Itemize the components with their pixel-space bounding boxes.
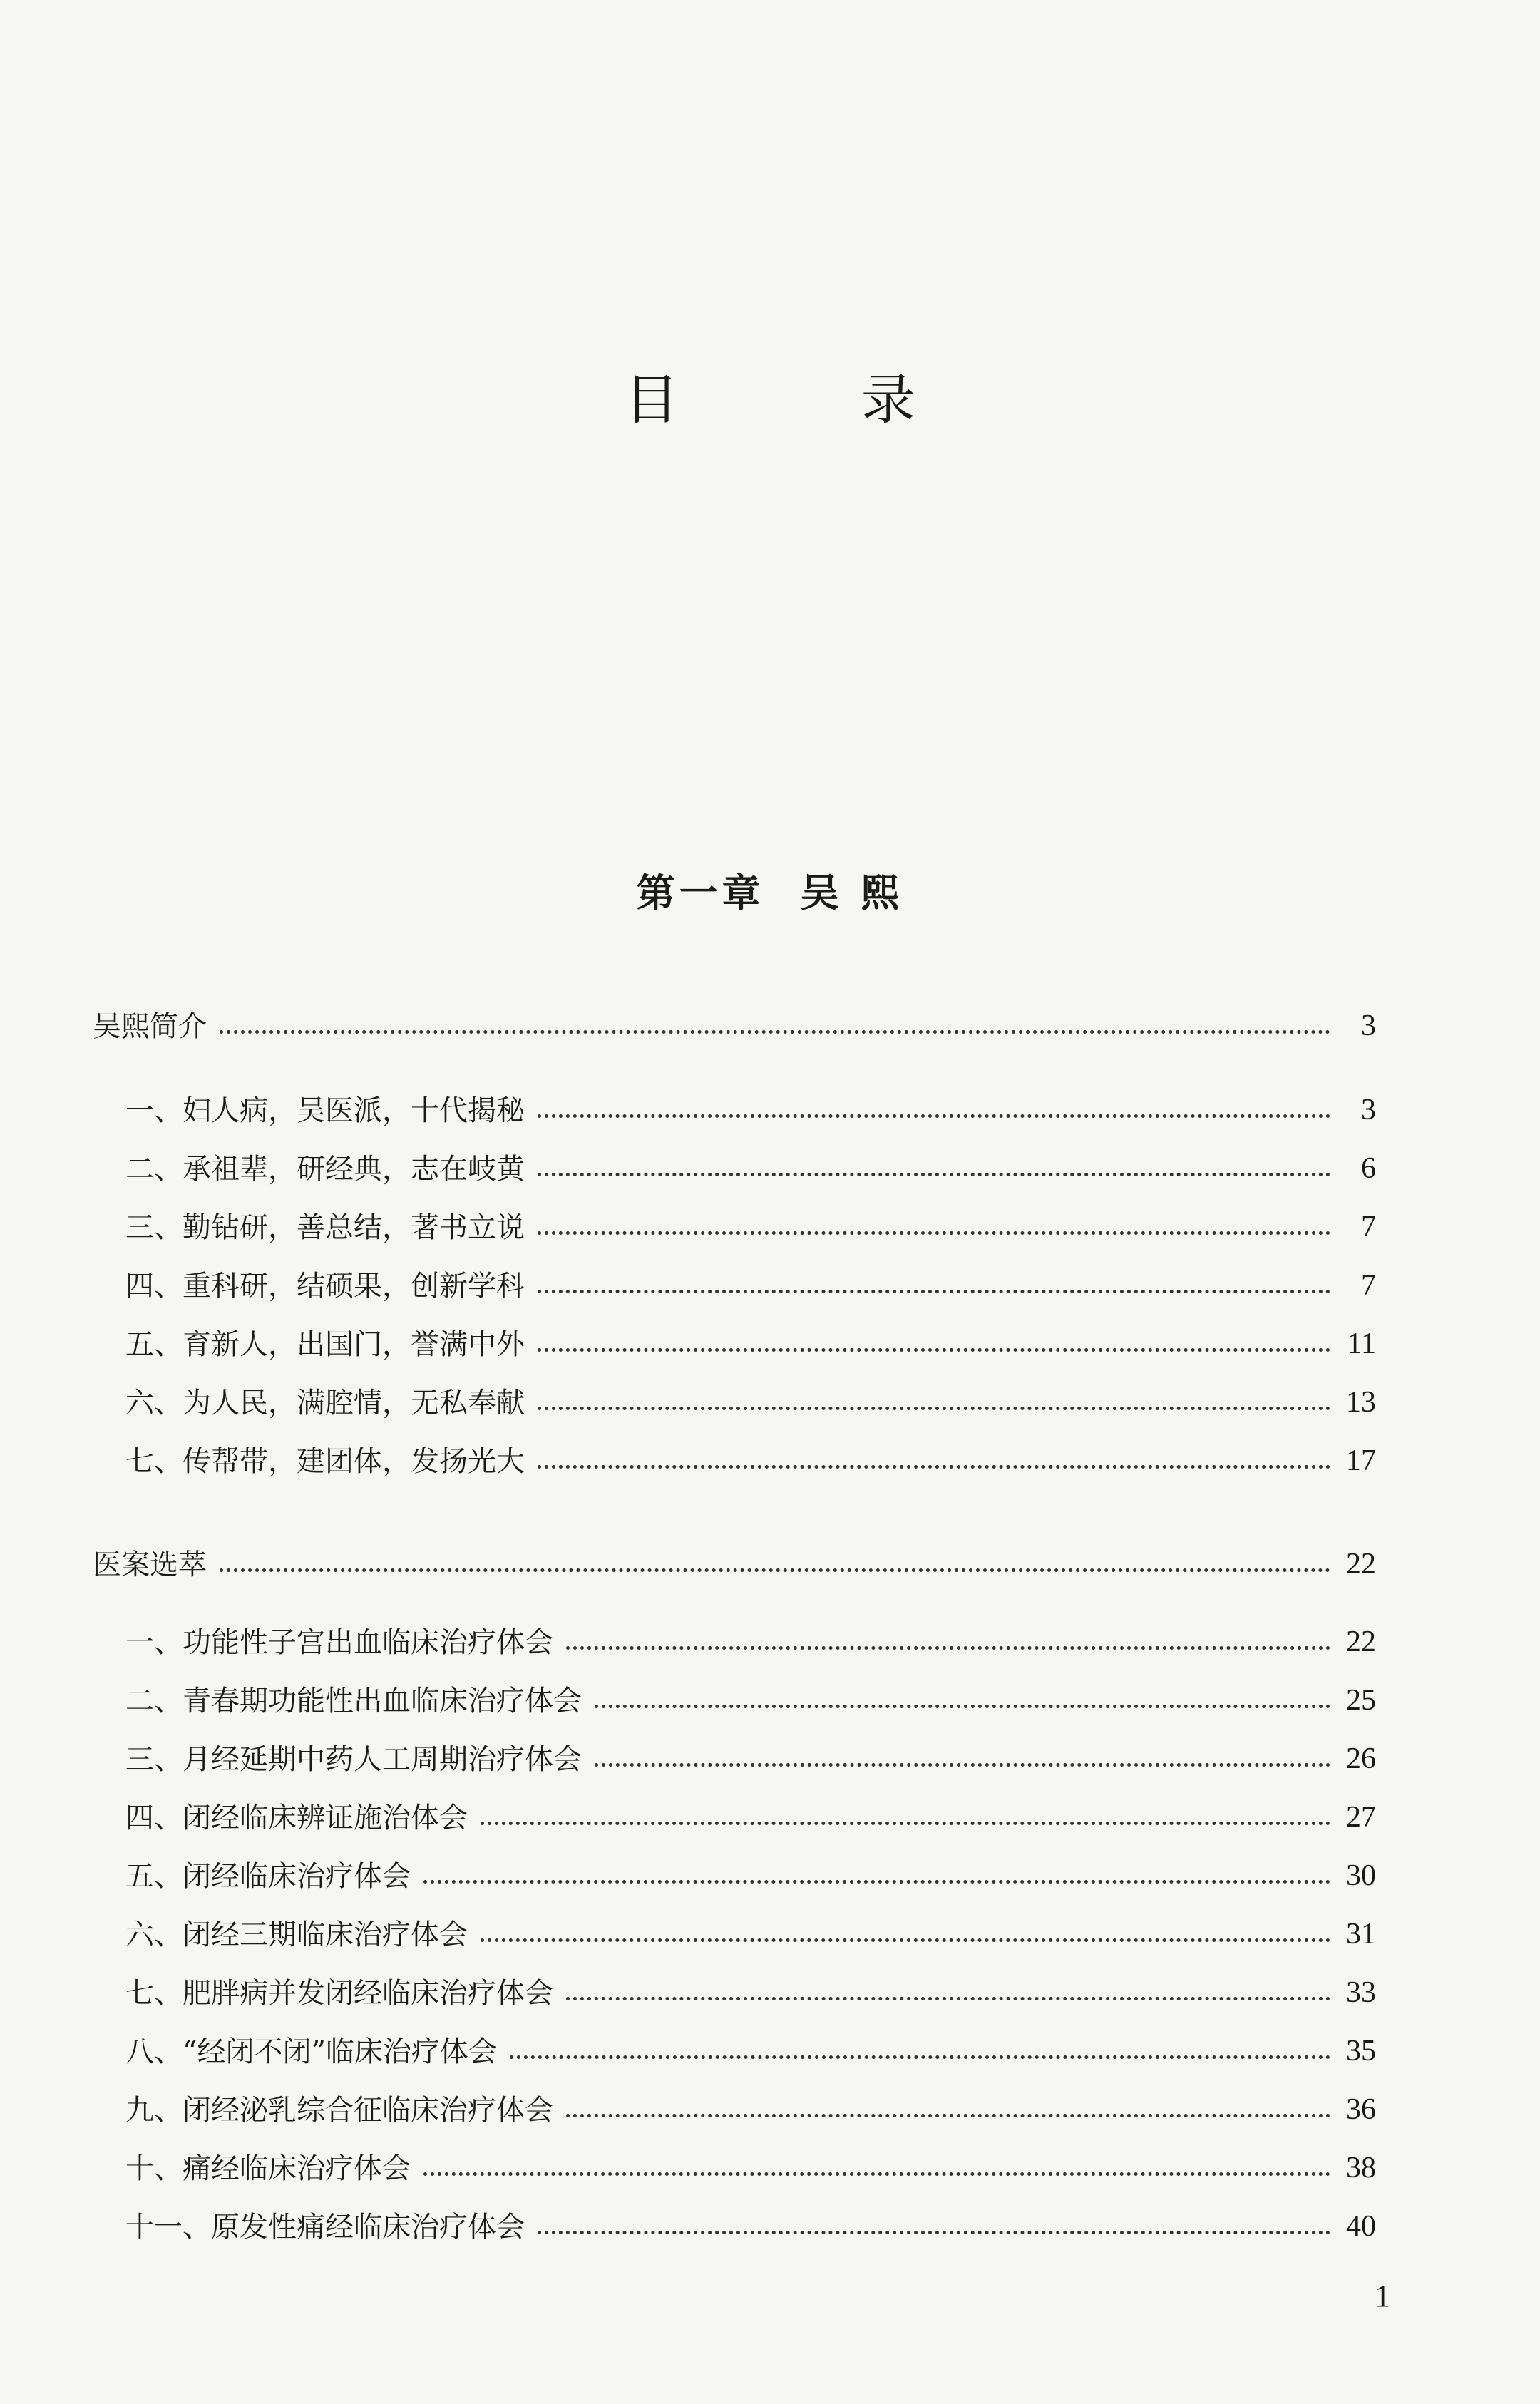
toc-entry[interactable] bbox=[125, 1614, 1376, 1657]
dot-leader bbox=[538, 1231, 1330, 1235]
toc-page-number: 26 bbox=[1346, 1742, 1376, 1775]
toc-section-cases[interactable] bbox=[93, 1536, 1376, 1579]
toc-entry[interactable] bbox=[125, 1141, 1376, 1186]
toc-entry[interactable] bbox=[125, 1199, 1376, 1242]
chapter-name: 吴 熙 bbox=[800, 870, 904, 915]
toc-entry-label: 六、为人民，满腔情，无私奉献 bbox=[125, 1387, 525, 1419]
dot-leader bbox=[481, 1822, 1330, 1825]
toc-page-number: 22 bbox=[1346, 1548, 1376, 1581]
chapter-number: 第一章 bbox=[636, 870, 765, 915]
toc-page-number: 36 bbox=[1346, 2093, 1376, 2126]
toc-entry[interactable] bbox=[125, 2082, 1376, 2125]
toc-entry-label: 五、育新人，出国门，誉满中外 bbox=[125, 1328, 525, 1361]
toc-entry-label: 一、妇人病，吴医派，十代揭秘 bbox=[125, 1094, 525, 1127]
toc-entry[interactable] bbox=[125, 2140, 1376, 2183]
toc-entry-label: 七、肥胖病并发闭经临床治疗体会 bbox=[125, 1977, 553, 2010]
toc-entry-label: 九、闭经泌乳综合征临床治疗体会 bbox=[125, 2094, 553, 2127]
dot-leader bbox=[538, 1407, 1330, 1410]
toc-entry[interactable] bbox=[125, 2199, 1376, 2244]
toc-page-number: 11 bbox=[1347, 1327, 1376, 1360]
toc-entry-label: 三、勤钻研，善总结，著书立说 bbox=[125, 1211, 525, 1244]
toc-section-label: 吴熙简介 bbox=[93, 1010, 207, 1043]
toc-entry-label: 七、传帮带，建团体，发扬光大 bbox=[125, 1445, 525, 1478]
dot-leader bbox=[510, 2055, 1330, 2059]
toc-page-number: 7 bbox=[1361, 1269, 1376, 1302]
toc-entry-label: 十、痛经临床治疗体会 bbox=[125, 2152, 411, 2185]
toc-page-number: 25 bbox=[1346, 1684, 1376, 1717]
toc-entry-label: 二、青春期功能性出血临床治疗体会 bbox=[125, 1685, 582, 1717]
toc-entry[interactable] bbox=[125, 1433, 1376, 1476]
toc-entry-label: 一、功能性子宫出血临床治疗体会 bbox=[125, 1626, 553, 1659]
toc-entry[interactable] bbox=[125, 1906, 1376, 1949]
dot-leader bbox=[566, 2114, 1330, 2117]
toc-page-number: 17 bbox=[1346, 1444, 1376, 1477]
toc-page-number: 3 bbox=[1361, 1010, 1376, 1042]
dot-leader bbox=[538, 1290, 1330, 1293]
toc-page-number: 3 bbox=[1361, 1094, 1376, 1126]
toc-entry-label: 四、重科研，结硕果，创新学科 bbox=[125, 1270, 525, 1303]
dot-leader bbox=[595, 1705, 1330, 1708]
toc-entry[interactable] bbox=[125, 1316, 1376, 1359]
toc-page-number: 31 bbox=[1346, 1918, 1376, 1951]
toc-entry[interactable] bbox=[125, 1673, 1376, 1715]
toc-entry[interactable] bbox=[125, 1258, 1376, 1303]
chapter-heading bbox=[0, 863, 1540, 918]
toc-entry-label: 十一、原发性痛经临床治疗体会 bbox=[125, 2211, 525, 2244]
toc-section-intro[interactable] bbox=[93, 998, 1376, 1041]
dot-leader bbox=[538, 1114, 1330, 1118]
dot-leader bbox=[566, 1997, 1330, 2000]
toc-entry-label: 二、承祖辈，研经典，志在岐黄 bbox=[125, 1153, 525, 1186]
dot-leader bbox=[538, 2231, 1330, 2234]
toc-entry[interactable] bbox=[125, 1965, 1376, 2008]
page-folio: 1 bbox=[1375, 2279, 1390, 2313]
toc-entry-label: 八、“经闭不闭”临床治疗体会 bbox=[125, 2035, 497, 2068]
dot-leader bbox=[538, 1348, 1330, 1352]
dot-leader bbox=[220, 1568, 1330, 1572]
toc-page-number: 22 bbox=[1346, 1625, 1376, 1658]
toc-entry-label: 三、月经延期中药人工周期治疗体会 bbox=[125, 1743, 582, 1776]
dot-leader bbox=[423, 1880, 1330, 1884]
toc-entry-label: 四、闭经临床辨证施治体会 bbox=[125, 1802, 468, 1834]
dot-leader bbox=[481, 1938, 1330, 1942]
dot-leader bbox=[423, 2172, 1330, 2176]
toc-entry[interactable] bbox=[125, 2023, 1376, 2066]
toc-page-number: 33 bbox=[1346, 1976, 1376, 2009]
toc-entry[interactable] bbox=[125, 1375, 1376, 1417]
toc-page-number: 38 bbox=[1346, 2152, 1376, 2184]
toc-page-number: 6 bbox=[1361, 1152, 1376, 1185]
dot-leader bbox=[220, 1030, 1330, 1034]
dot-leader bbox=[566, 1646, 1330, 1650]
toc-page-number: 40 bbox=[1346, 2210, 1376, 2243]
toc-page-number: 7 bbox=[1361, 1211, 1376, 1243]
toc-entry[interactable] bbox=[125, 1789, 1376, 1832]
toc-entry-label: 六、闭经三期临床治疗体会 bbox=[125, 1918, 468, 1951]
toc-page-number: 13 bbox=[1346, 1386, 1376, 1419]
dot-leader bbox=[538, 1173, 1330, 1176]
toc-page-number: 30 bbox=[1346, 1859, 1376, 1892]
toc-entry-label: 五、闭经临床治疗体会 bbox=[125, 1860, 411, 1893]
toc-section-label: 医案选萃 bbox=[93, 1548, 207, 1581]
toc-entry[interactable] bbox=[125, 1731, 1376, 1774]
toc-page-number: 35 bbox=[1346, 2035, 1376, 2067]
dot-leader bbox=[538, 1465, 1330, 1469]
dot-leader bbox=[595, 1763, 1330, 1767]
toc-entry[interactable] bbox=[125, 1082, 1376, 1125]
page-title: 目 录 bbox=[625, 368, 980, 431]
toc-entry[interactable] bbox=[125, 1848, 1376, 1891]
toc-page-number: 27 bbox=[1346, 1801, 1376, 1834]
